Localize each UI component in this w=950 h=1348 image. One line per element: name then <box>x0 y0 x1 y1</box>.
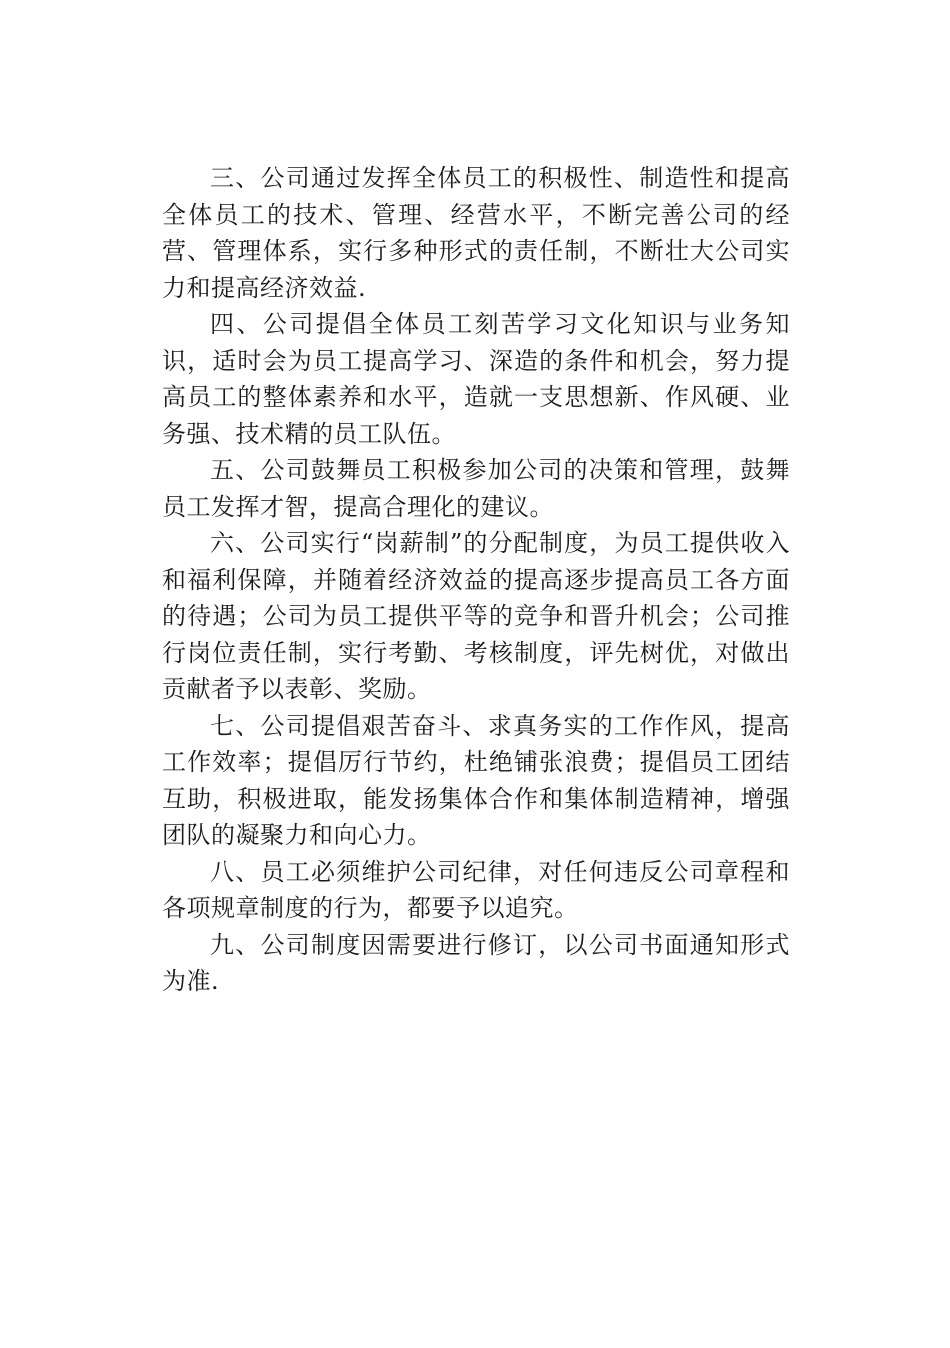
paragraph-9: 九、公司制度因需要进行修订，以公司书面通知形式为准. <box>162 930 790 995</box>
paragraph-3: 三、公司通过发挥全体员工的积极性、制造性和提高全体员工的技术、管理、经营水平，不断完善公司的经营、管理体系，实行多种形式的责任制，不断壮大公司实力和提高经济效益. <box>162 164 790 302</box>
paragraph-6: 六、公司实行“岗薪制”的分配制度，为员工提供收入和福利保障，并随着经济效益的提高逐步提高员工各方面的待遇；公司为员工提供平等的竞争和晋升机会；公司推行岗位责任制，实行考勤、考核制度，评先树优，对做出贡献者予以表彰、奖励。 <box>162 529 790 703</box>
paragraph-7: 七、公司提倡艰苦奋斗、求真务实的工作作风，提高工作效率；提倡厉行节约，杜绝铺张浪费；提倡员工团结互助，积极进取，能发扬集体合作和集体制造精神，增强团队的凝聚力和向心力。 <box>162 711 790 849</box>
paragraph-8: 八、员工必须维护公司纪律，对任何违反公司章程和各项规章制度的行为，都要予以追究。 <box>162 857 790 922</box>
document-body <box>162 160 790 1000</box>
paragraph-4: 四、公司提倡全体员工刻苦学习文化知识与业务知识，适时会为员工提高学习、深造的条件和机会，努力提高员工的整体素养和水平，造就一支思想新、作风硬、业务强、技术精的员工队伍。 <box>162 310 790 448</box>
paragraph-5: 五、公司鼓舞员工积极参加公司的决策和管理，鼓舞员工发挥才智，提高合理化的建议。 <box>162 456 790 521</box>
